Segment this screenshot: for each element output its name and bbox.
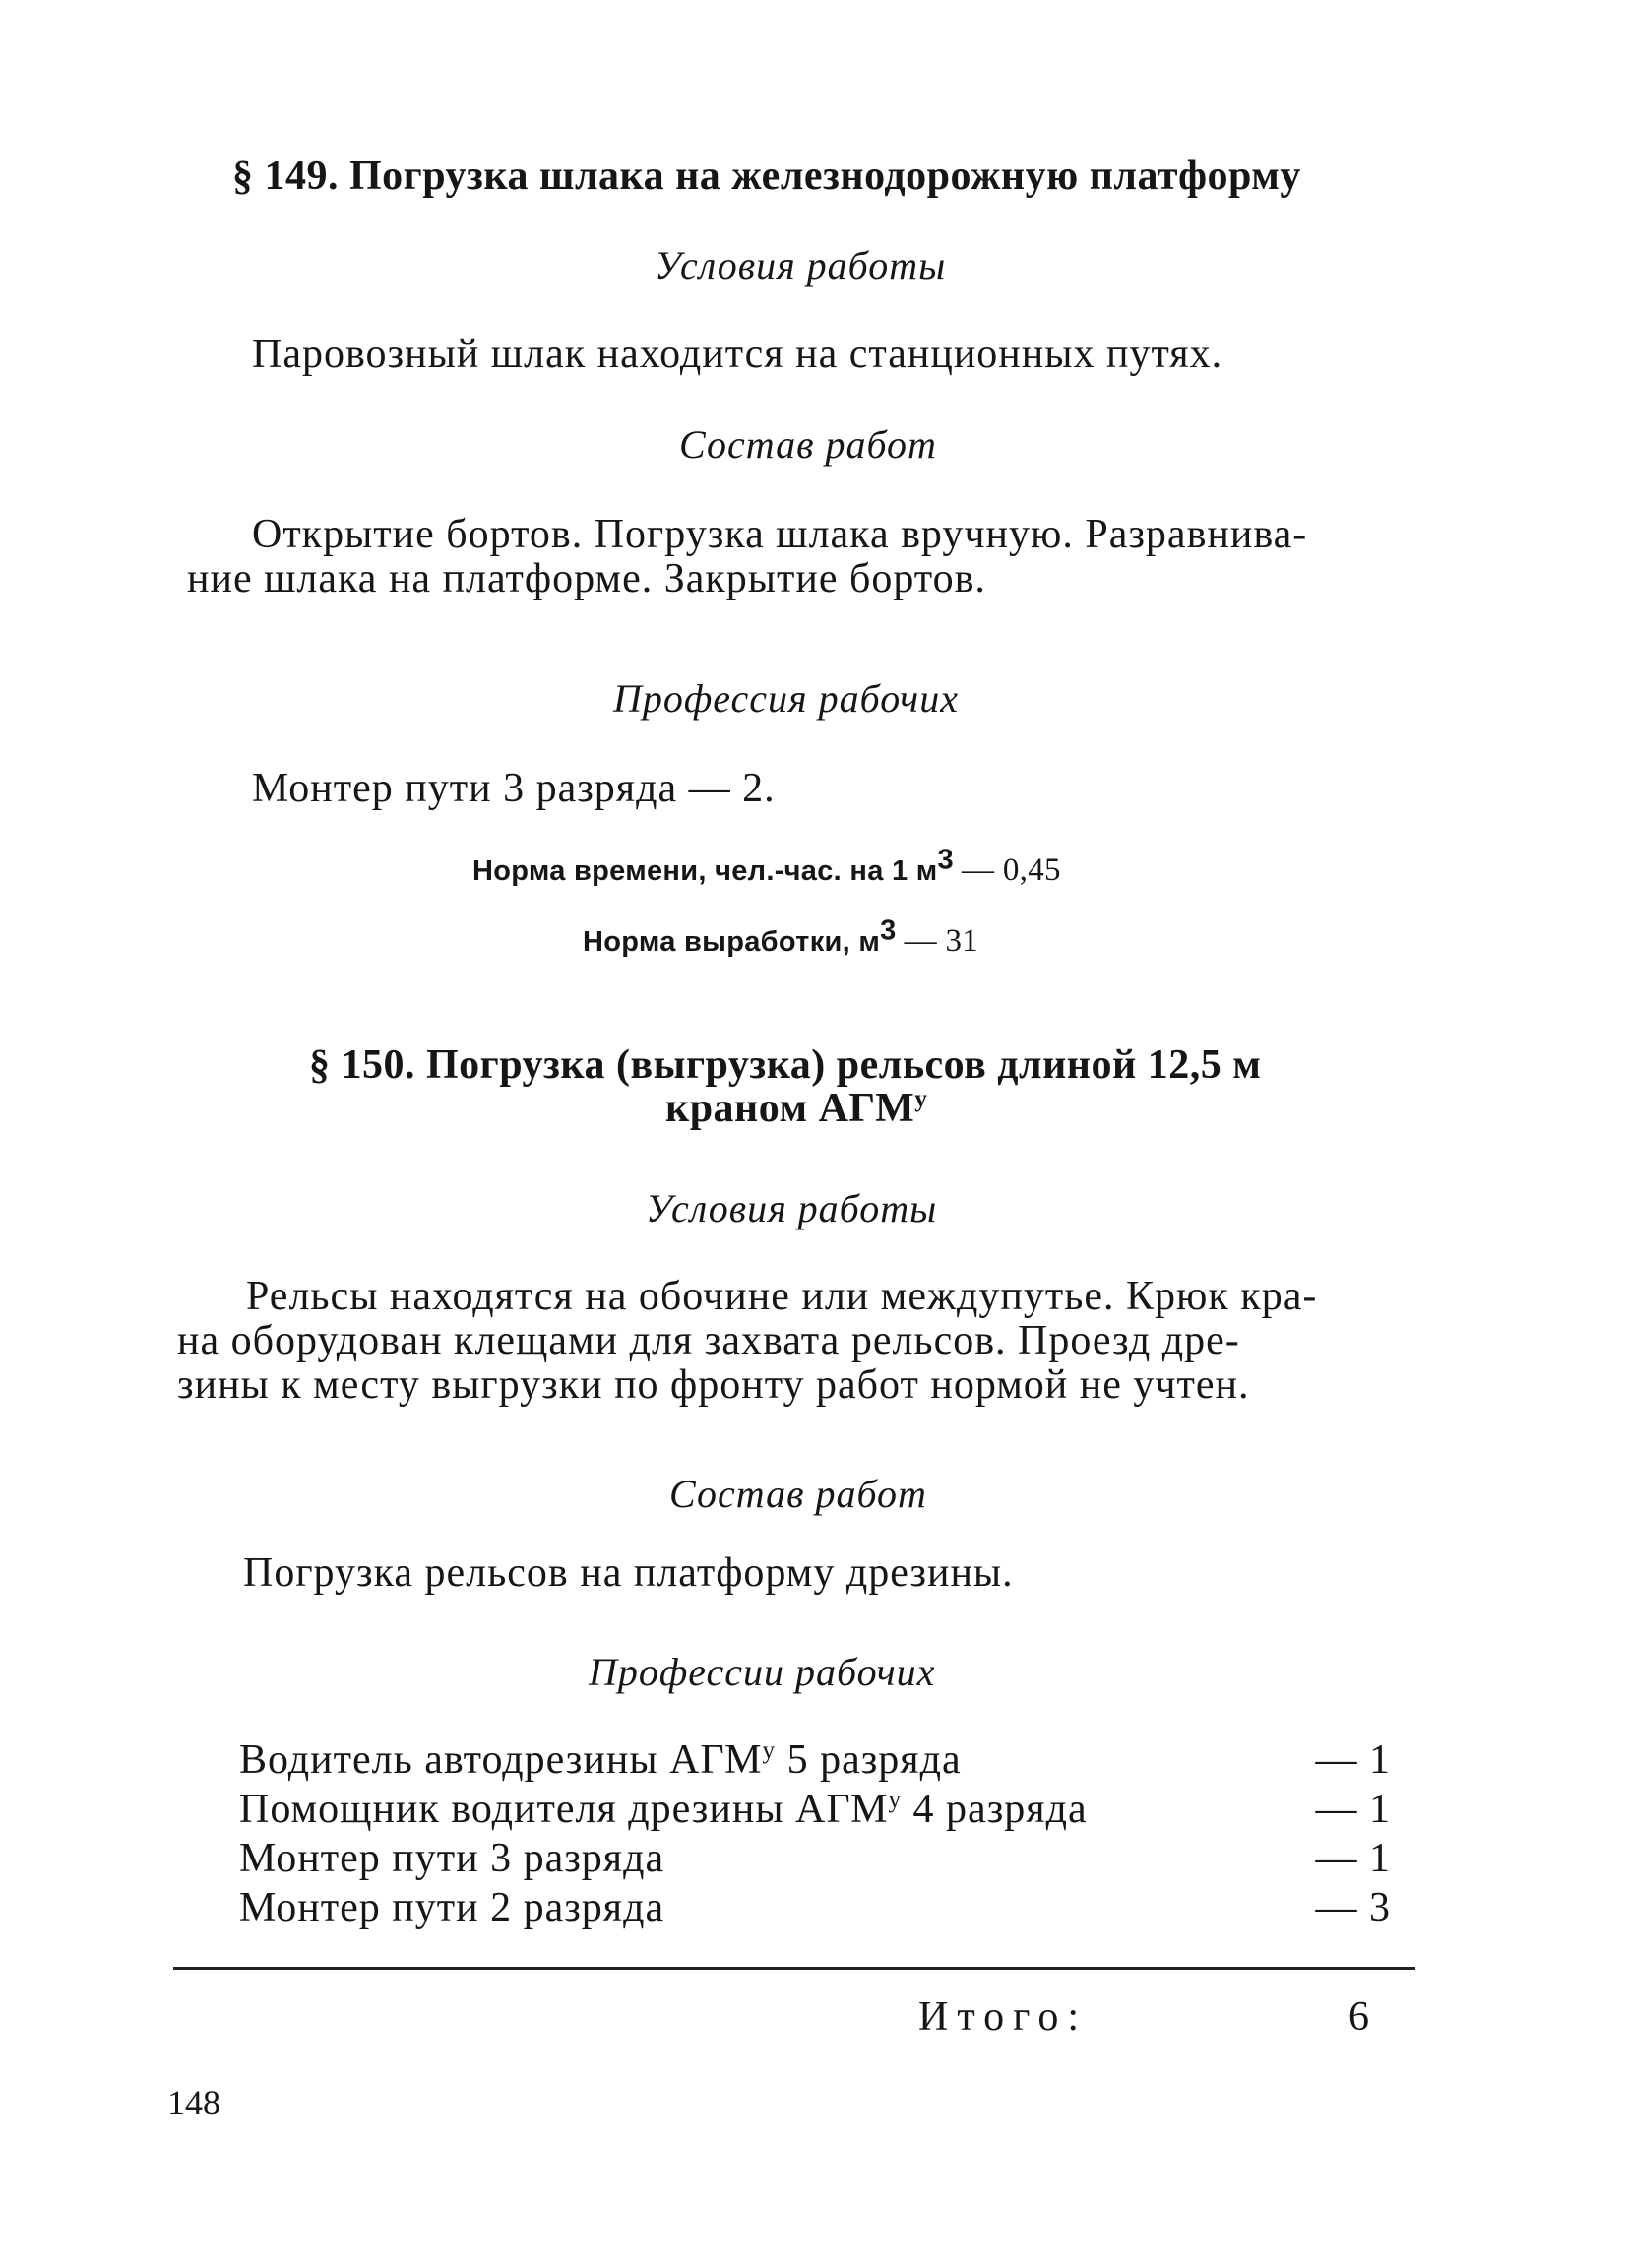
section-149-workers-text: Монтер пути 3 разряда — 2. (252, 766, 776, 811)
total-value: 6 (1348, 1994, 1369, 2040)
worker-name-text: Монтер пути 3 разряда (239, 1836, 665, 1881)
section-150-conditions-line-1: Рельсы находятся на обочине или междупутье. Крюк кра- (246, 1274, 1318, 1319)
time-norm-label: Норма времени, чел.-час. на 1 м (472, 855, 938, 887)
time-norm (472, 844, 1061, 891)
section-149-workers-heading: Профессия рабочих (613, 676, 960, 721)
worker-name-text: Монтер пути 2 разряда (239, 1885, 665, 1930)
worker-count: — 1 (1315, 1737, 1391, 1783)
worker-name-rank: 4 разряда (902, 1787, 1088, 1832)
section-150-conditions-heading: Условия работы (646, 1186, 938, 1230)
worker-name (239, 1735, 962, 1785)
time-norm-unit-sup: 3 (937, 844, 954, 876)
worker-name (239, 1785, 1088, 1834)
section-150-title-line-2-text: краном АГМ (665, 1086, 915, 1131)
section-150-conditions-line-3: зины к месту выгрузки по фронту работ нормой не учтен. (177, 1362, 1250, 1408)
table-row (239, 1834, 1391, 1883)
section-150-work-heading: Состав работ (669, 1472, 927, 1516)
worker-name-sup: у (762, 1737, 777, 1764)
table-row (239, 1735, 1391, 1785)
table-row (239, 1883, 1391, 1932)
section-150-workers-heading: Профессии рабочих (589, 1650, 936, 1694)
time-norm-value: — 0,45 (962, 852, 1061, 888)
table-row (239, 1785, 1391, 1834)
section-150-title-line-1: § 150. Погрузка (выгрузка) рельсов длиной 12,5 м (309, 1042, 1262, 1088)
worker-name (239, 1834, 664, 1883)
section-149-conditions-heading: Условия работы (655, 243, 947, 287)
worker-count: — 1 (1315, 1787, 1391, 1832)
section-149-conditions-text: Паровозный шлак находится на станционных путях. (252, 332, 1223, 377)
worker-name (239, 1883, 664, 1932)
worker-name-text: Помощник водителя дрезины АГМ (239, 1787, 889, 1832)
section-149-title: § 149. Погрузка шлака на железнодорожную платформу (232, 154, 1301, 199)
section-149-work-heading: Состав работ (679, 422, 937, 467)
worker-count: — 1 (1315, 1836, 1391, 1881)
worker-name-rank: 5 разряда (776, 1737, 962, 1783)
output-norm-value: — 31 (904, 923, 979, 959)
section-150-work-text: Погрузка рельсов на платформу дрезины. (243, 1550, 1014, 1596)
output-norm-label: Норма выработки, м (583, 926, 881, 958)
section-150-title-sup: у (914, 1086, 928, 1112)
page-number: 148 (167, 2083, 220, 2122)
worker-name-sup: у (888, 1787, 903, 1813)
total-divider (173, 1967, 1415, 1970)
section-150-conditions-line-2: на оборудован клещами для захвата рельсов. Проезд дре- (177, 1318, 1240, 1363)
total-label: Итого: (918, 1994, 1088, 2040)
section-149-work-line-2: ние шлака на платформе. Закрытие бортов. (187, 556, 986, 601)
output-norm (583, 914, 979, 962)
worker-name-text: Водитель автодрезины АГМ (239, 1737, 763, 1783)
worker-count: — 3 (1315, 1885, 1391, 1930)
section-150-title-line-2 (665, 1085, 927, 1132)
section-149-work-line-1: Открытие бортов. Погрузка шлака вручную. Разравнива- (252, 512, 1308, 557)
output-norm-unit-sup: 3 (880, 914, 897, 947)
